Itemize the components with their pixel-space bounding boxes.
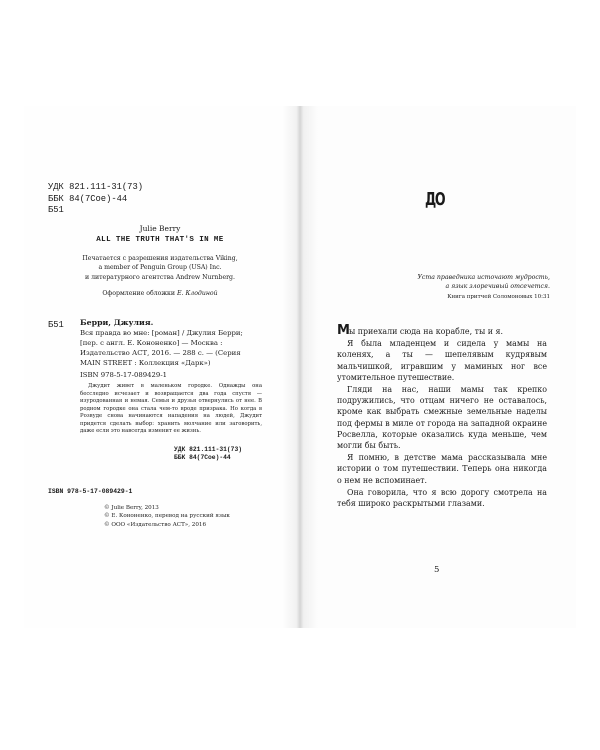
copyright-line: © ООО «Издательство АСТ», 2016 [104, 521, 207, 528]
rights-line: a member of Penguin Group (USA) Inc. [98, 264, 222, 272]
rights-notice [60, 254, 260, 282]
isbn-main: ISBN 978-5-17-089429-1 [48, 488, 133, 495]
body-paragraph: Я помню, в детстве мама рассказывала мне истории о том путешествии. Теперь она никогда о нем не вспоминает. [337, 453, 547, 485]
left-page [24, 106, 300, 628]
bbk-small-line: ББК 84(7Сое)-44 [174, 454, 231, 461]
copyright-line: © Julie Berry, 2013 [104, 505, 159, 511]
copyright-line: © Е. Кононенко, перевод на русский язык [104, 513, 230, 520]
book-spread [24, 106, 576, 628]
cover-label: Оформление обложки [102, 290, 176, 297]
annotation [80, 383, 262, 436]
original-title: ALL THE TRUTH THAT'S IN ME [96, 236, 224, 244]
first-paragraph-text: ы приехали сюда на корабле, ты и я. [348, 327, 504, 336]
record-head: Берри, Джулия. [80, 318, 154, 327]
copyright-block [104, 504, 230, 529]
record-body: Вся правда во мне: [роман] / Джулия Берри; [пер. с англ. Е. Кононенко] — Москва : Издательство АСТ, 2016. — 288 с. — (Серия MAIN STREET : Коллекция «Дарк») [80, 329, 243, 367]
epigraph [360, 273, 550, 291]
annotation-paragraph: Джудит живет в маленьком городке. Однажды она бесследно исчезает и возвращается два года спустя — изуродованная и немая. Семья и друзья отвернулись от нее. В родном городке она стала чем-то вроде призрака. Но когда в Розвуде снова начинаются нападения на людей, Джудит придется сделать выбор: хранить молчание или заговорить, даже если это навсегда изменит ее жизнь. [80, 383, 262, 434]
epigraph-source: Книга притчей Соломоновых 10:31 [447, 294, 550, 300]
body-paragraph: Я была младенцем и сидела у мамы на коленях, а ты — шепелявым кудрявым мальчишкой, игравшим у маминых ног все утомительное путешествие. [337, 339, 547, 382]
udk-line: УДК 821.111-31(73) [48, 182, 144, 192]
rights-line: Печатается с разрешения издательства Viking, [82, 255, 238, 262]
record-isbn: ISBN 978-5-17-089429-1 [80, 371, 168, 379]
catalog-code: Б51 [48, 320, 64, 330]
cover-credit [60, 290, 260, 297]
udk-small-block [174, 446, 242, 462]
cover-artist: Е. Клодиной [177, 290, 218, 297]
drop-cap: М [337, 323, 349, 338]
catalog-line: Б51 [48, 205, 64, 215]
catalog-record [80, 318, 262, 380]
udk-block [48, 182, 143, 217]
rights-line: и литературного агентства Andrew Nurnberg. [84, 273, 235, 281]
right-page [300, 106, 576, 628]
epigraph-line: а язык злоречивый отсечется. [445, 283, 550, 290]
epigraph-line: Уста праведника источают мудрость, [417, 274, 550, 281]
body-paragraph [337, 325, 547, 337]
original-author: Julie Berry [139, 224, 181, 233]
body-paragraph: Гляди на нас, наши мамы так крепко подружились, что отцам ничего не оставалось, кроме как выбрать смежные земельные наделы под фермы в миле от города на западной окраине Росвелла, которые оказались куда меньше, чем могли бы быть. [337, 385, 547, 451]
body-paragraph: Она говорила, что я всю дорогу смотрела на тебя широко раскрытыми глазами. [337, 487, 547, 509]
page-number: 5 [434, 565, 440, 575]
udk-small-line: УДК 821.111-31(73) [174, 446, 243, 453]
chapter-body [337, 325, 547, 510]
bbk-line: ББК 84(7Сое)-44 [48, 193, 128, 204]
chapter-title: ДО [425, 189, 445, 210]
